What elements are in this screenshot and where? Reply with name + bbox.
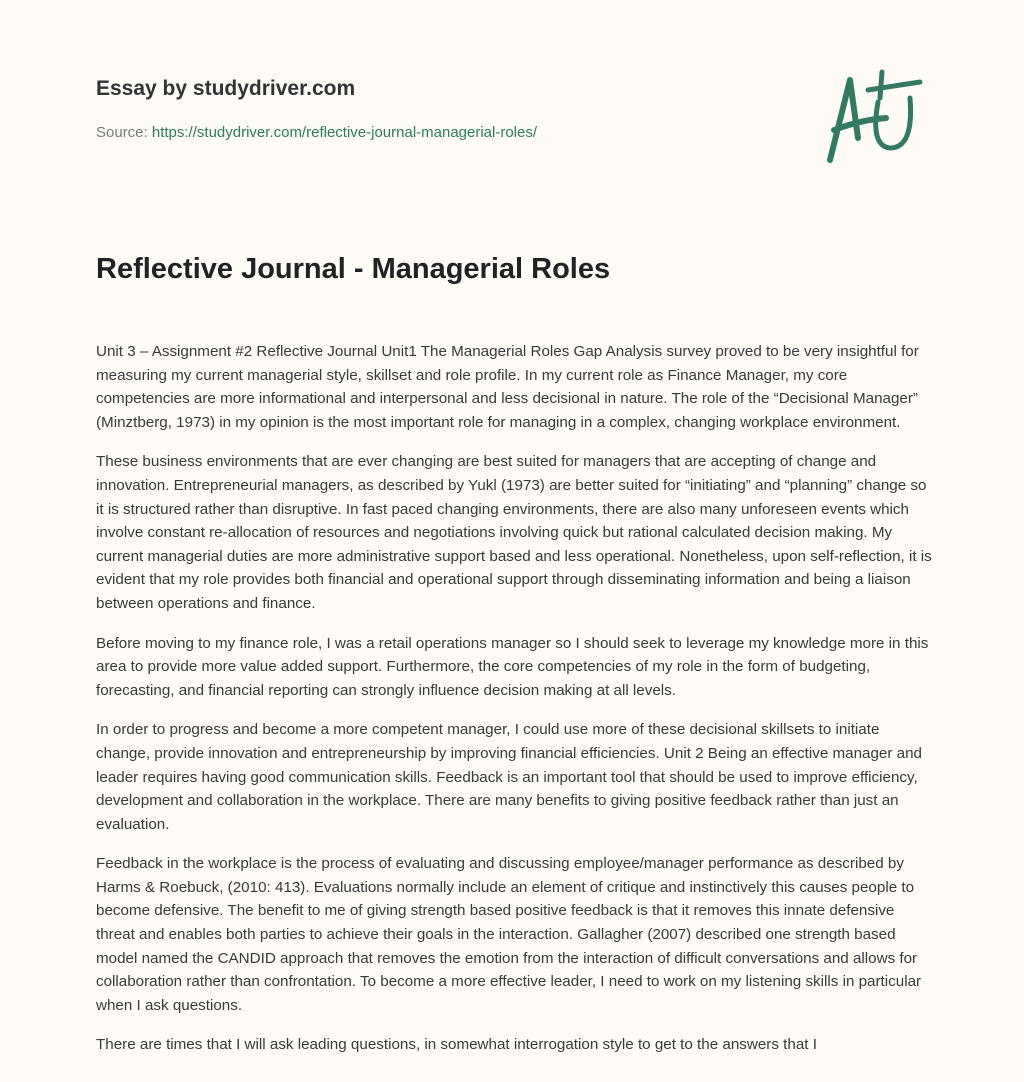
- essay-body: [96, 340, 934, 1073]
- paragraph: Unit 3 – Assignment #2 Reflective Journal Unit1 The Managerial Roles Gap Analysis survey proved to be very insightful for measuring my current managerial style, skillset and role profile. In my current role as Finance Manager, my core competencies are more informational and interpersonal and less decisional in nature. The role of the “Decisional Manager” (Minztberg, 1973) in my opinion is the most important role for managing in a complex, changing workplace environment.: [96, 343, 919, 431]
- paragraph: In order to progress and become a more competent manager, I could use more of these decisional skillsets to initiate change, provide innovation and entrepreneurship by improving financial efficiencies. Unit 2 Being an effective manager and leader requires having good communication skills. Feedback is an important tool that should be used to improve efficiency, development and collaboration in the workplace. There are many benefits to giving positive feedback rather than just an evaluation.: [96, 721, 922, 833]
- source-line: [96, 124, 537, 141]
- source-link[interactable]: https://studydriver.com/reflective-journal-managerial-roles/: [151, 124, 538, 141]
- paragraph: These business environments that are ever changing are best suited for managers that are accepting of change and innovation. Entrepreneurial managers, as described by Yukl (1973) are better suited for “initiating” and “planning” change so it is structured rather than disruptive. In fast paced changing environments, there are also many unforeseen events which involve constant re-allocation of resources and negotiations involving quick but rational calculated decision making. My current managerial duties are more administrative support based and less operational. Nonetheless, upon self-reflection, it is evident that my role provides both financial and operational support through disseminating information and being a liaison between operations and finance.: [96, 453, 932, 612]
- essay-title: Reflective Journal - Managerial Roles: [96, 253, 611, 285]
- paragraph: Feedback in the workplace is the process of evaluating and discussing employee/manager performance as described by Harms & Roebuck, (2010: 413). Evaluations normally include an element of critique and instinctively this causes people to become defensive. The benefit to me of giving strength based positive feedback is that it removes this innate defensive threat and enables both parties to achieve their goals in the interaction. Gallagher (2007) described one strength based model named the CANDID approach that removes the emotion from the interaction of difficult conversations and allows for collaboration rather than confrontation. To become a more effective leader, I need to work on my listening skills in particular when I ask questions.: [96, 855, 922, 1014]
- source-label: Source:: [96, 124, 148, 141]
- a-plus-logo-icon: [820, 68, 930, 168]
- site-brand: Essay by studydriver.com: [96, 77, 356, 100]
- paragraph: Before moving to my finance role, I was a retail operations manager so I should seek to leverage my knowledge more in this area to provide more value added support. Furthermore, the core competencies of my role in the form of budgeting, forecasting, and financial reporting can strongly influence decision making at all levels.: [96, 634, 929, 699]
- paragraph: There are times that I will ask leading questions, in somewhat interrogation style to get to the answers that I: [96, 1036, 817, 1054]
